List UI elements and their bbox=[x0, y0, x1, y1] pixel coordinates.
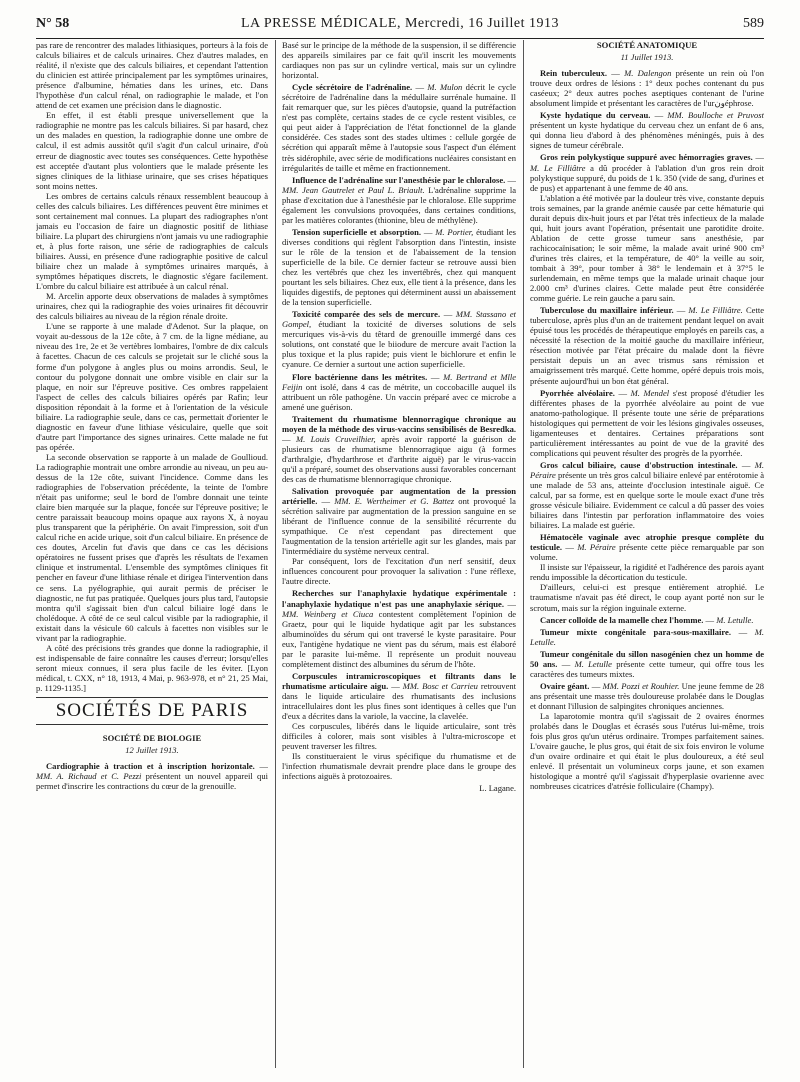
communication-title: Corpuscules intramicroscopiques et filtrants dans le rhumatisme articulaire aigu. bbox=[282, 670, 516, 691]
communication-title: Rein tuberculeux. bbox=[540, 68, 608, 79]
communication-title: Kyste hydatique du cerveau. bbox=[540, 110, 651, 121]
communication-text: s'est proposé d'étudier les différentes phases de la pyorrhée alvéolaire au point de vue anatomo-pathologique. Il présente toute une série de préparations histologiques qui permettent de voir les lésions gingivales osseuses, ligamenteuses et dentaires. Certaines préparations sont particulièrement intéressantes au point de vue de la gravité des complications qui peuvent résulter des progrès de la pyorrhée. bbox=[530, 387, 764, 458]
issue-number: N° 58 bbox=[36, 16, 70, 31]
communication-text: présentent un nouvel appareil qui permet d'inscrire les contractions du cœur de la grenouille. bbox=[36, 771, 268, 792]
communication: Gros calcul biliaire, cause d'obstruction intestinale. — M. Péraire présente un très gros calcul biliaire enlevé par entérotomie à une malade de 53 ans, atteinte d'occlusion intestinale aiguë. Ce calcul, par sa forme, est en quelque sorte le moule exact d'une très grosse vésicule biliaire. Evidemment ce calcul a dû passer des voies biliaires dans l'intestin par perforation inflammatoire des voies biliaires. La malade est guérie. bbox=[530, 459, 764, 531]
communication: Kyste hydatique du cerveau. — MM. Boulloche et Pruvost présentent un kyste hydatique du cerveau chez un enfant de 6 ans, qui donna lieu d'abord à des phénomènes méningés, puis à des signes de tumeur cérébrale. bbox=[530, 110, 764, 151]
paragraph: La seconde observation se rapporte à un malade de Goullioud. La radiographie montrait une ombre arrondie au niveau, un peu au-dessus de la 12e côte, suivant l'incidence. Comme dans les radiographies de l'observation précédente, la teinte de l'ombre n'était pas uniforme; seul le bord de l'ombre donnait une teinte claire bien marquée sur la plaque, foncée sur l'épreuve positive; le centre paraissait beaucoup moins opaque aux rayons X, à noyau plus transparent que la périphérie. On avait l'impression, soit d'un calcul riche en acide urique, soit d'un calcul biliaire. En présence de ces doutes, Arcelin fut d'avis que dans ce cas les décisions opératoires ne fussent prises que d'après les résultats de l'examen clinique et instrumental. L'ensemble des symptômes cliniques fit pencher en faveur d'une lithiase rénale et dirigea l'intervention dans ce sens. La pyélographie, qui aurait permis de préciser le diagnostic, ne fut pas pratiquée. Quelques jours plus tard, l'autopsie montra qu'il s'agissait bien d'un calcul biliaire logé dans le cholédoque. A côté de ce seul calcul visible par la radiographie, il existait dans la vésicule 60 calculs à facettes non visibles sur le vivant par la radiographie. bbox=[36, 451, 268, 643]
communication-text: ont provoqué la sécrétion salivaire par augmentation de la pression sanguine en se libérant de l'influence connue de la sensibilité récurrente du sympathique. Ce n'est cependant pas directement que l'augmentation de la tension artérielle agit sur les glandes, mais par l'intermédiaire du système nerveux central. bbox=[282, 496, 516, 557]
paragraph: D'ailleurs, celui-ci est presque entièrement atrophié. Le traumatisme n'avait pas été direct, le coup ayant porté non sur le scrotum, mais sur la région inguinale externe. bbox=[530, 582, 764, 613]
communication: Tuberculose du maxillaire inférieur. — M. Le Filliâtre. Cette tuberculose, après plus d'un an de traitement pendant lequel on avait épuisé tous les procédés de thérapeutique employés en pareils cas, a nécessité la résection de la moitié gauche du maxillaire inférieur, résection motivée par l'état précaire du malade dont la fièvre persistait depuis un an avec trismus sans rémission et amaigrissement très marqué. Cette homme, opéré depuis trois mois, présente aujourd'hui un bon état général. bbox=[530, 305, 764, 386]
communication-text: retrouvent dans le liquide articulaire des rhumatisants des inclusions intracellulaires dont les plus fines sont identiques à celles que l'un d'eux a décrites dans la variole, la vaccine, la clavelée. bbox=[282, 680, 516, 722]
communication: Flore bactérienne dans les métrites. — M. Bertrand et Mlle Feijin ont isolé, dans 4 cas de métrite, un coccobacille auquel ils attribuent un rôle pathogène. Un vaccin préparé avec ce microbe a amené une guérison. bbox=[282, 371, 516, 412]
society-title: SOCIÉTÉ DE BIOLOGIE bbox=[102, 733, 202, 744]
communication-title: Tuberculose du maxillaire inférieur. bbox=[540, 305, 674, 316]
communication-text: ont isolé, dans 4 cas de métrite, un coccobacille auquel ils attribuent un rôle pathogène. Un vaccin préparé avec ce microbe a amené une guérison. bbox=[282, 381, 516, 412]
communication: Pyorrhée alvéolaire. — M. Mendel s'est proposé d'étudier les différentes phases de la pyorrhée alvéolaire au point de vue anatomo-pathologique. Il présente toute une série de préparations histologiques qui permettent de voir les lésions gingivales osseuses, ligamenteuses et dentaires. Certaines préparations sont particulièrement intéressantes au point de vue de la gravité des complications qui peuvent résulter des progrès de la pyorrhée. bbox=[530, 387, 764, 458]
column-divider bbox=[275, 40, 276, 1068]
paragraph: pas rare de rencontrer des malades lithiasiques, porteurs à la fois de calculs biliaires et de calculs urinaires. Chez d'autres malades, en réalité, il n'existe que des calculs biliaires, et cependant l'attention du clinicien est attirée principalement par les symptômes urinaires, présence d'albumine, hématies dans les urines, etc. Dans l'hypothèse d'un calcul rénal, on radiographie le malade, et l'on attend de cet examen une précision dans le diagnostic. bbox=[36, 40, 268, 111]
communication: Tumeur mixte congénitale para-sous-maxillaire. — M. Letulle. bbox=[530, 626, 764, 647]
communication-title: Ovaire géant. bbox=[540, 680, 590, 691]
communication-title: Tumeur mixte congénitale para-sous-maxillaire. bbox=[540, 626, 731, 637]
column-divider bbox=[523, 40, 524, 1068]
communication: Cycle sécrétoire de l'adrénaline. — M. Mulon décrit le cycle sécrétoire de l'adrénaline dans la médullaire surrénale humaine. Il fait remarquer que, sur les pièces d'autopsie, quand la putréfaction n'est pas complète, certains stades de ce cycle restent visibles, ce qui peut aider à l'appréciation de l'état fonctionnel de la glande considérée. Ces stades sont des stades ultimes : cellule gorgée de sécrétion qui apparaît même à l'autopsie sous l'aspect d'un élément très sidérophile, avec série de modifications nucléaires consistant en irrégularités de taille et même en fractionnement. bbox=[282, 82, 516, 173]
communication: Tension superficielle et absorption. — M. Portier, étudiant les diverses conditions qui règlent l'absorption dans l'intestin, insiste sur le rôle de la tension et de l'abaissement de la tension superficielle de la bile. Ce dernier facteur se retrouve aussi bien chez les vertébrés que chez les invertébrés, chez qui manquent pourtant les sels biliaires. Chez eux, elle tient à la présence, dans les liquides digestifs, de peptones qui déterminent aussi un abaissement de la tension superficielle. bbox=[282, 226, 516, 308]
paragraph: M. Arcelin apporte deux observations de malades à symptômes urinaires, chez qui la radiographie des voies urinaires fit découvrir des calculs biliaires au niveau de la région rénale droite. bbox=[36, 291, 268, 322]
communication: Influence de l'adrénaline sur l'anesthésie par le chloralose. — MM. Jean Gautrelet et Paul L. Briault. L'adrénaline supprime la phase d'excitation due à l'anesthésie par le chloralose. Elle supprime également les convulsions provoquées, dans certaines conditions, par les matières colorantes (thionine, bleu de méthylène). bbox=[282, 174, 516, 225]
communication-title: Hématocèle vaginale avec atrophie presque complète du testicule. bbox=[530, 532, 764, 553]
communication: Tumeur congénitale du sillon nasogénien chez un homme de 50 ans. — M. Letulle présente cette tumeur, qui offre tous les caractères des tumeurs mixtes. bbox=[530, 648, 764, 679]
communication-authors: M. Louis Cruveilhier, bbox=[295, 433, 376, 444]
communication-authors: M. Péraire bbox=[530, 459, 764, 480]
communication-text: contestent complètement l'opinion de Graetz, pour qui le liquide hydatique agit par les substances albuminoïdes du sérum qui ont traversé le kyste parasitaire. Pour eux, l'antigène hydatique ne vient pas du sérum, mais est élaboré par le parasite lui-même. Il représente un produit nouveau complètement distinct des albumines du sérum de l'hôte. bbox=[282, 608, 516, 669]
communication-title: Recherches sur l'anaphylaxie hydatique expérimentale : l'anaphylaxie hydatique n'est pas une anaphylaxie sérique. bbox=[282, 588, 516, 609]
communication-authors: MM. Bosc et Carrieu bbox=[402, 680, 478, 691]
communication: Cancer colloïde de la mamelle chez l'homme. — M. Letulle. bbox=[540, 614, 754, 625]
communication-text: présente un très gros calcul biliaire enlevé par entérotomie à une malade de 53 ans, atteinte d'occlusion intestinale aiguë. Ce calcul, par sa forme, est en quelque sorte le moule exact d'une très grosse vésicule biliaire. Evidemment ce calcul a dû passer des voies biliaires dans l'intestin par perforation inflammatoire des voies biliaires. La malade est guérie. bbox=[530, 469, 764, 531]
communication-text: présente cette tumeur, qui offre tous les caractères des tumeurs mixtes. bbox=[530, 658, 764, 679]
communication-text: L'adrénaline supprime la phase d'excitation due à l'anesthésie par le chloralose. Elle supprime également les convulsions provoquées, dans certaines conditions, par les matières colorantes (thionine, bleu de méthylène). bbox=[282, 184, 516, 225]
communication-title: Pyorrhée alvéolaire. bbox=[540, 387, 615, 398]
communication-title: Flore bactérienne dans les métrites. bbox=[292, 371, 428, 382]
paragraph: Les ombres de certains calculs rénaux ressemblent beaucoup à celles des calculs biliaires. Les différences peuvent être minimes et sont certainement mal connues. La plupart des radiographes n'ont jamais eu l'occasion de faire un diagnostic positif de lithiase biliaire. La plupart des chirurgiens n'ont jamais vu une radiographie et, à plus forte raison, une série de radiographies de calculs biliaires. Aussi, en présence d'une radiographie positive de calcul biliaire chez un malade à symptômes urinaires marqués, à symptômes hépatiques discrets, le diagnostic s'égare facilement. L'ombre du calcul biliaire est attribuée à un calcul rénal. bbox=[36, 190, 268, 292]
paragraph: Ils constitueraient le virus spécifique du rhumatisme et de l'infection rhumatismale devrait prendre place dans le groupe des infections aiguës à protozoaires. bbox=[282, 751, 516, 782]
communication-authors: M. Mendel bbox=[630, 387, 670, 398]
communication-authors: MM. A. Richaud et C. Pezzi bbox=[36, 771, 142, 782]
communication: Corpuscules intramicroscopiques et filtrants dans le rhumatisme articulaire aigu. — MM. Bosc et Carrieu retrouvent dans le liquide articulaire des rhumatisants des inclusions intracellulaires dont les plus fines sont identiques à celles que l'un d'eux a décrites dans la variole, la vaccine, la clavelée. bbox=[282, 670, 516, 722]
communication-title: Traitement du rhumatisme blennorragique chronique au moyen de la méthode des virus-vaccins sensibilisés de Besredka. bbox=[282, 413, 516, 434]
paragraph: Basé sur le principe de la méthode de la suspension, il se différencie des appareils similaires par ce fait qu'il inscrit les mouvements cardiaques non pas sur un cylindre vertical, mais sur un cylindre horizontal. bbox=[282, 40, 516, 81]
communication-text: présentent un kyste hydatique du cerveau chez un enfant de 6 ans, qui donna lieu d'abord à des phénomènes méningés, puis à des signes de tumeur cérébrale. bbox=[530, 120, 764, 151]
communication: Cardiographie à traction et à inscription horizontale. — MM. A. Richaud et C. Pezzi présentent un nouvel appareil qui permet d'inscrire les contractions du cœur de la grenouille. bbox=[36, 761, 268, 792]
communication-authors: M. Letulle. bbox=[530, 626, 764, 647]
communication-authors: M. Letulle. bbox=[716, 614, 754, 625]
communication: Ovaire géant. — MM. Pozzi et Rouhier. Une jeune femme de 28 ans présentait une masse très douloureuse prolabée dans le Douglas et donnant l'illusion de salpingites chroniques anciennes. bbox=[530, 680, 764, 711]
communication-title: Salivation provoquée par augmentation de la pression artérielle. bbox=[282, 486, 516, 507]
page-number: 589 bbox=[743, 16, 764, 31]
paragraph: Ces corpuscules, libérés dans le liquide articulaire, sont très difficiles à colorer, mais sont visibles à l'ultra-microscope et peuvent traverser les filtres. bbox=[282, 721, 516, 752]
paragraph: Par conséquent, lors de l'excitation d'un nerf sensitif, deux influences concourent pour provoquer la salivation : l'une réflexe, l'autre directe. bbox=[282, 556, 516, 587]
communication-title: Tumeur congénitale du sillon nasogénien chez un homme de 50 ans. bbox=[530, 648, 764, 669]
communication-authors: MM. Stassano et Gompel, bbox=[282, 309, 516, 330]
communication: Rein tuberculeux. — M. Dalengon présente un rein où l'on trouve deux ordres de lésions : 1° deux poches contenant du pus caséeux; 2° deux autres poches aseptiques contenant de l'urine absolument limpide et présentant les caractères de l'urونéphrose. bbox=[530, 68, 764, 109]
paragraph: En effet, il est établi presque universellement que la radiographie ne montre pas les calculs biliaires. Si par hasard, chez un des malades en question, la radiographie donne une ombre de calcul, il est admis aussitôt qu'il s'agit d'un calcul urinaire, d'où erreur de diagnostic avec toutes ses conséquences. Cette hypothèse est acceptée d'autant plus volontiers que le malade présente les signes cliniques de la lithiase urinaire, que ses crises hépatiques sont moins nettes. bbox=[36, 110, 268, 191]
communication-authors: M. Le Filliâtre bbox=[530, 162, 586, 173]
paragraph: L'une se rapporte à une malade d'Adenot. Sur la plaque, on voyait au-dessous de la 12e côte, à 7 cm. de la ligne médiane, au niveau des 1re, 2e et 3e vertèbres lombaires, l'ombre de dix calculs à facettes. Chacun de ces calculs se projetait sur le cliché sous la forme d'un polygone à angles plus ou moins arrondis. Seul, le contour du polygone donnait une ombre visible en clair sur la plaque, en noir sur l'épreuve positive. Ces ombres rappelaient l'aspect de celles des calculs biliaires opérés par Rafin; leur disposition répondait à la forme et à l'orientation de la vésicule biliaire. La radiographie seule, dans ce cas, permettait d'orienter le diagnostic en faveur d'une lithiase vésiculaire, quelle que soit d'autre part l'importance des signes urinaires. Cette malade ne fut pas opérée. bbox=[36, 321, 268, 452]
paragraph: La laparotomie montra qu'il s'agissait de 2 ovaires énormes prolabés dans le Douglas et écrasés sous l'utérus lui-même, trois fois plus gros qu'un utérus ordinaire. Trompes parfaitement saines. L'ovaire gauche, le plus gros, qui était de six fois environ le volume d'un ovaire ordinaire et qui était le plus douloureux, a été seul enlevé. Il présentait un volumineux corps jaune, et son examen histologique a montré qu'il s'agissait d'hyperplasie ovarienne avec nombreuses cicatrices d'atrésie folliculaire (Champy). bbox=[530, 711, 764, 792]
communication-authors: M. Mulon bbox=[427, 82, 463, 93]
communication-text: après avoir rapporté la guérison de plusieurs cas de rhumatisme blennorragique aigu (à formes d'arthralgie, d'hydarthrose et d'arthrite aiguë) par le virus-vaccin qu'il a préparé, soumet des observations aussi favorables concernant des cas de rhumatisme blennorragique chronique. bbox=[282, 433, 516, 484]
communication-authors: MM. Weinberg et Ciuca bbox=[282, 608, 374, 619]
signature: L. Lagane. bbox=[479, 783, 516, 794]
column-3 bbox=[530, 40, 764, 1068]
communication-text: présente cette pièce remarquable par son volume. bbox=[530, 542, 764, 563]
communication: Recherches sur l'anaphylaxie hydatique expérimentale : l'anaphylaxie hydatique n'est pas une anaphylaxie sérique. — MM. Weinberg et Ciuca contestent complètement l'opinion de Graetz, pour qui le liquide hydatique agit par les substances albuminoïdes du sérum qui ont traversé le kyste parasitaire. Pour eux, l'antigène hydatique ne vient pas du sérum, mais est élaboré par le parasite lui-même. Il représente un produit nouveau complètement distinct des albumines du sérum de l'hôte. bbox=[282, 588, 516, 669]
column-2 bbox=[282, 40, 516, 1068]
communication-text: étudiant les diverses conditions qui règlent l'absorption dans l'intestin, insiste sur le rôle de la tension et de l'abaissement de la tension superficielle de la bile. Ce dernier facteur se retrouve aussi bien chez les vertébrés que chez les invertébrés, chez qui manquent pourtant les sels biliaires. Chez eux, elle tient à la présence, dans les liquides digestifs, de peptones qui déterminent aussi un abaissement de la tension superficielle. bbox=[282, 226, 516, 308]
communication-authors: MM. Pozzi et Rouhier. bbox=[602, 680, 680, 691]
communication-title: Cancer colloïde de la mamelle chez l'homme. bbox=[540, 614, 704, 625]
section-banner: SOCIÉTÉS DE PARIS bbox=[36, 697, 268, 725]
communication: Traitement du rhumatisme blennorragique chronique au moyen de la méthode des virus-vaccins sensibilisés de Besredka. — M. Louis Cruveilhier, après avoir rapporté la guérison de plusieurs cas de rhumatisme blennorragique aigu (à formes d'arthralgie, d'hydarthrose et d'arthrite aiguë) par le virus-vaccin qu'il a préparé, soumet des observations aussi favorables concernant des cas de rhumatisme blennorragique chronique. bbox=[282, 413, 516, 484]
header-rule bbox=[36, 38, 764, 39]
communication-title: Cardiographie à traction et à inscription horizontale. bbox=[46, 761, 255, 772]
communication-authors: MM. E. Wertheimer et G. Battez bbox=[334, 496, 455, 507]
communication-title: Tension superficielle et absorption. bbox=[292, 226, 422, 237]
communication-title: Gros rein polykystique suppuré avec hémorragies graves. bbox=[540, 152, 753, 163]
communication-authors: M. Dalengon bbox=[624, 68, 672, 79]
communication-text: décrit le cycle sécrétoire de l'adrénaline dans la médullaire surrénale humaine. Il fait remarquer que, sur les pièces d'autopsie, quand la putréfaction n'est pas complète, certains stades de ce cycle restent visibles, ce qui peut aider à l'appréciation de l'état fonctionnel de la glande considérée. Ces stades sont des stades ultimes : cellule gorgée de sécrétion qui apparaît même à l'autopsie sous l'aspect d'un élément très sidérophile, avec série de modifications nucléaires consistant en irrégularités de taille et même en fractionnement. bbox=[282, 82, 516, 173]
masthead-title: LA PRESSE MÉDICALE, Mercredi, 16 Juillet 1913 bbox=[240, 16, 560, 31]
session-date: 11 Juillet 1913. bbox=[620, 52, 674, 63]
page-header bbox=[36, 12, 764, 36]
session-date: 12 Juillet 1913. bbox=[125, 745, 179, 756]
communication-text: étudiant la toxicité de diverses solutions de sels mercuriques vis-à-vis du têtard de grenouille immergé dans ces solutions, ont constaté que le biiodure de mercure avait l'action la plus toxique et la plus rapide; puis vient le bichlorure et enfin le cyanure. Ce dernier a surtout une action superficielle. bbox=[282, 319, 516, 370]
communication-title: Gros calcul biliaire, cause d'obstruction intestinale. bbox=[540, 459, 738, 470]
society-title: SOCIÉTÉ ANATOMIQUE bbox=[596, 40, 698, 50]
paragraph: Il insiste sur l'épaisseur, la rigidité et l'adhérence des parois ayant rendu impossible la décortication du testicule. bbox=[530, 562, 764, 583]
paragraph: L'ablation a été motivée par la douleur très vive, constante depuis trois semaines, par la grande anémie causée par cette hématurie qui durait depuis dix-huit jours et par l'état très infectieux de la malade qui, huit jours avant l'opération, présentait une parotidite droite. Ablation de cette grosse tumeur sans anesthésie, par rachicocaïnisation; le soir même, la malade avait uriné 900 cm³ d'urines très claires, et la température, de 40° la veille au soir, tombait à 39°, pour tomber à 38° le lendemain et à 37°5 le surlendemain, en même temps que la malade urinait chaque jour 2.000 cm³ d'urines claires. Cette malade peut être considérée comme guérie. Le rein gauche a paru sain. bbox=[530, 192, 764, 304]
communication-authors: M. Letulle bbox=[574, 658, 612, 669]
communication: Toxicité comparée des sels de mercure. — MM. Stassano et Gompel, étudiant la toxicité de diverses solutions de sels mercuriques vis-à-vis du têtard de grenouille immergé dans ces solutions, ont constaté que le biiodure de mercure avait l'action la plus toxique et la plus rapide; puis vient le bichlorure et enfin le cyanure. Ce dernier a surtout une action superficielle. bbox=[282, 309, 516, 370]
communication-title: Influence de l'adrénaline sur l'anesthésie par le chloralose. bbox=[292, 174, 506, 185]
communication-text: Cette tuberculose, après plus d'un an de traitement pendant lequel on avait épuisé tous les procédés de thérapeutique employés en pareils cas, a nécessité la résection de la moitié gauche du maxillaire inférieur, résection motivée par l'état précaire du malade dont la fièvre persistait depuis un an avec trismus sans rémission et amaigrissement très marqué. Cette homme, opéré depuis trois mois, présente aujourd'hui un bon état général. bbox=[530, 305, 764, 386]
communication-authors: M. Bertrand et Mlle Feijin bbox=[282, 371, 516, 392]
communication-title: Toxicité comparée des sels de mercure. bbox=[292, 309, 441, 320]
communication: Hématocèle vaginale avec atrophie presque complète du testicule. — M. Péraire présente cette pièce remarquable par son volume. bbox=[530, 532, 764, 563]
paragraph: A côté des précisions très grandes que donne la radiographie, il est indispensable de faire connaître les causes d'erreur; lorsqu'elles seront mieux connues, il sera plus facile de les éviter. [Lyon médical, t. CXX, n° 18, 1913, 4 Mai, p. 963-978, et n° 21, 25 Mai, p. 1129-1135.] bbox=[36, 642, 268, 693]
communication-authors: M. Péraire bbox=[577, 542, 616, 553]
communication-text: a dû procéder à l'ablation d'un gros rein droit polykystique suppuré, du poids de 1 k. 350 (vide de sang, d'urines et de pus) et appartenant à une femme de 40 ans. bbox=[530, 162, 764, 193]
communication: Salivation provoquée par augmentation de la pression artérielle. — MM. E. Wertheimer et G. Battez ont provoqué la sécrétion salivaire par augmentation de la pression sanguine en se libérant de l'influence connue de la sensibilité récurrente du sympathique. Ce n'est cependant pas directement que l'augmentation de la tension artérielle agit sur les glandes, mais par l'intermédiaire du système nerveux central. bbox=[282, 486, 516, 557]
communication-text: présente un rein où l'on trouve deux ordres de lésions : 1° deux poches contenant du pus caséeux; 2° deux autres poches aseptiques contenant de l'urine absolument limpide et présentant les caractères de l'urونéphrose. bbox=[530, 68, 764, 109]
column-1 bbox=[36, 40, 268, 1068]
communication-text: Une jeune femme de 28 ans présentait une masse très douloureuse prolabée dans le Douglas et donnant l'illusion de salpingites chroniques anciennes. bbox=[530, 680, 764, 711]
communication: Gros rein polykystique suppuré avec hémorragies graves. — M. Le Filliâtre a dû procéder à l'ablation d'un gros rein droit polykystique suppuré, du poids de 1 k. 350 (vide de sang, d'urines et de pus) et appartenant à une femme de 40 ans. bbox=[530, 152, 764, 193]
communication-title: Cycle sécrétoire de l'adrénaline. bbox=[292, 82, 413, 93]
communication-authors: MM. Boulloche et Pruvost bbox=[667, 110, 764, 121]
communication-authors: M. Le Filliâtre. bbox=[688, 305, 743, 316]
communication-authors: M. Portier, bbox=[435, 226, 474, 237]
communication-authors: MM. Jean Gautrelet et Paul L. Briault. bbox=[282, 184, 425, 195]
